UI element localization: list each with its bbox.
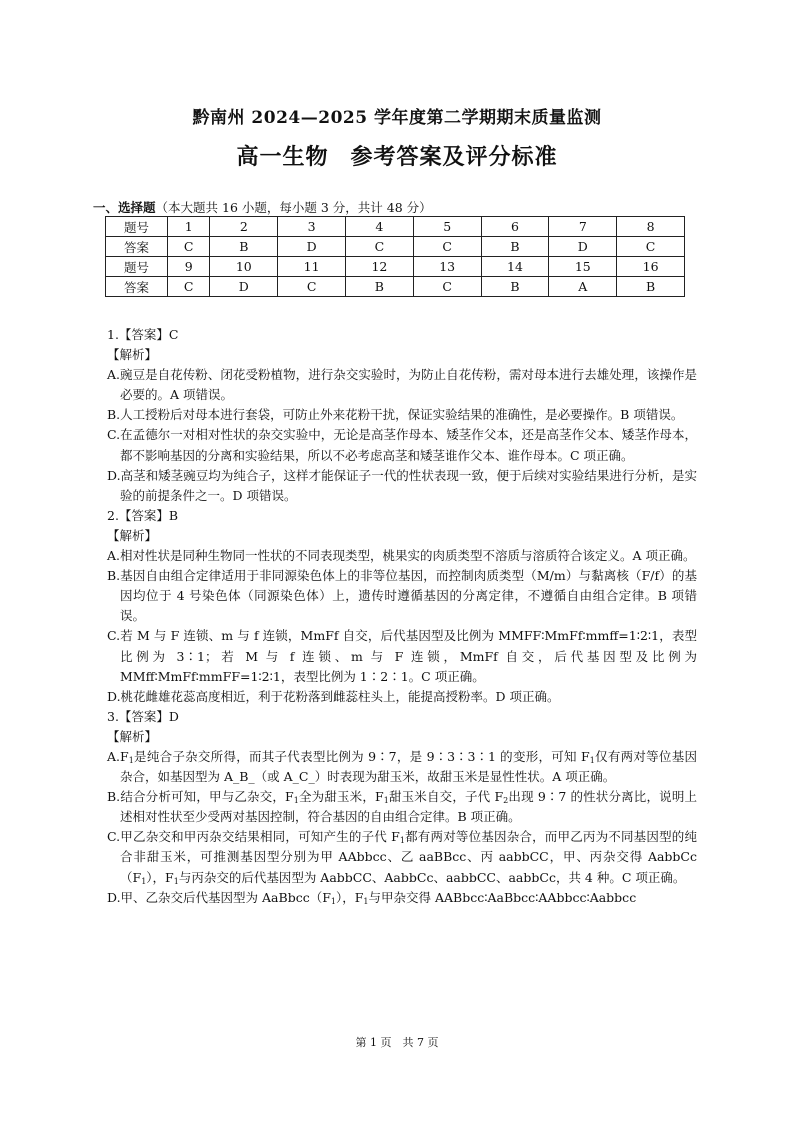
table-cell: D [210, 277, 278, 297]
text-run: 与丙杂交的后代基因型为 AabbCC、AabbCc、aabbCC、aabbCc，共 4 种。C 项正确。 [178, 869, 686, 885]
subscript: 1 [363, 896, 369, 906]
table-cell: 4 [346, 217, 414, 237]
answer-key-label: 参考答案及评分标准 [350, 144, 558, 170]
text-run: 是纯合子杂交所得，而其子代表型比例为 9∶7，是 9∶3∶3∶1 的变形，可知 F [133, 748, 590, 764]
table-cell: 8 [617, 217, 685, 237]
table-row-header: 答案 [106, 277, 168, 297]
text-run: 与甲杂交得 AABbcc∶AaBbcc∶AAbbcc∶Aabbcc [368, 889, 637, 905]
table-cell: C [168, 277, 210, 297]
table-cell: B [617, 277, 685, 297]
table-cell: 16 [617, 257, 685, 277]
table-cell: 11 [278, 257, 346, 277]
table-cell: 14 [481, 257, 549, 277]
table-cell: 3 [278, 217, 346, 237]
q3-option-b [107, 787, 697, 827]
table-cell: 2 [210, 217, 278, 237]
text-run: 全为甜玉米，F [298, 789, 384, 805]
subscript: 1 [173, 876, 179, 886]
table-cell: C [413, 237, 481, 257]
table-cell: B [481, 277, 549, 297]
q1-answer-heading: 1.【答案】C [107, 327, 179, 342]
table-row-header: 题号 [106, 257, 168, 277]
table-cell: D [278, 237, 346, 257]
subscript: 1 [293, 796, 299, 806]
q3-answer-heading: 3.【答案】D [107, 708, 179, 724]
q3-option-c [107, 827, 697, 887]
text-run: C.甲乙杂交和甲丙杂交结果相同，可知产生的子代 F [107, 829, 400, 845]
subscript: 1 [383, 796, 389, 806]
page-footer: 第 1 页 共 7 页 [355, 1036, 439, 1049]
table-cell: C [346, 237, 414, 257]
answer-table [105, 216, 685, 297]
table-cell: 5 [413, 217, 481, 237]
table-row [106, 277, 685, 297]
table-cell: 13 [413, 257, 481, 277]
q2-option-b: B.基因自由组合定律适用于非同源染色体上的非等位基因，而控制肉质类型（M/m）与黏离核（F/f）的基因均位于 4 号染色体（同源染色体）上，遗传时遵循基因的分离定律，不遵循自由组合定律。B 项错误。 [107, 568, 697, 624]
table-cell: 1 [168, 217, 210, 237]
q1-option-b: B.人工授粉后对母本进行套袋，可防止外来花粉干扰，保证实验结果的准确性，是必要操作。B 项错误。 [107, 407, 684, 423]
q1-analysis-label: 【解析】 [107, 347, 158, 363]
table-row [106, 237, 685, 257]
subscript: 1 [399, 836, 405, 846]
q1-option-d: D.高茎和矮茎豌豆均为纯合子，这样才能保证子一代的性状表现一致，便于后续对实验结果进行分析，是实验的前提条件之一。D 项错误。 [107, 467, 697, 503]
text-run: D.甲、乙杂交后代基因型为 AaBbcc（F [107, 889, 331, 905]
q3-option-d [107, 888, 697, 908]
table-cell: B [481, 237, 549, 257]
text-run: A.F [107, 748, 129, 764]
document-subtitle [0, 140, 794, 171]
table-cell: D [549, 237, 617, 257]
text-run: ），F [335, 889, 364, 905]
q2-option-d: D.桃花雌雄花蕊高度相近，利于花粉落到雌蕊柱头上，能提高授粉率。D 项正确。 [107, 688, 560, 704]
text-run: ），F [146, 869, 174, 885]
subject-label: 高一生物 [236, 144, 329, 170]
q2-option-a: A.相对性状是同种生物同一性状的不同表现类型，桃果实的肉质类型不溶质与溶质符合该定义。A 项正确。 [107, 548, 696, 564]
q1-option-c: C.在孟德尔一对相对性状的杂交实验中，无论是高茎作母本、矮茎作父本，还是高茎作父本、矮茎作母本，都不影响基因的分离和实验结果，所以不必考虑高茎和矮茎谁作父本、谁作母本。C 项正确。 [107, 427, 697, 463]
text-run: B.结合分析可知，甲与乙杂交，F [107, 789, 294, 805]
table-cell: C [413, 277, 481, 297]
section-heading [93, 198, 432, 216]
q3-analysis-label: 【解析】 [107, 728, 158, 744]
text-run: 都有两对等位基因杂合，而甲乙丙为不同基因型的纯合非甜玉米，可推测基因型分别为甲 AAbbcc、乙 aaBBcc、丙 aabbCC，甲、丙杂交得 AabbCc（F [120, 829, 697, 885]
table-cell: 7 [549, 217, 617, 237]
table-cell: 15 [549, 257, 617, 277]
subscript: 1 [141, 876, 147, 886]
table-cell: B [210, 237, 278, 257]
table-cell: C [168, 237, 210, 257]
table-cell: 9 [168, 257, 210, 277]
subscript: 1 [128, 755, 134, 765]
section-note: （本大题共 16 小题，每小题 3 分，共计 48 分） [155, 200, 432, 215]
text-run: 仅有两对等位基因杂合，如基因型为 A_B_（或 A_C_）时表现为甜玉米，故甜玉米是显性性状。A 项正确。 [120, 748, 697, 785]
subscript: 1 [330, 896, 336, 906]
table-cell: 10 [210, 257, 278, 277]
table-row [106, 257, 685, 277]
table-cell: A [549, 277, 617, 297]
table-cell: 6 [481, 217, 549, 237]
text-run: 甜玉米自交，子代 F [388, 789, 504, 805]
document-title: 黔南州 2024—2025 学年度第二学期期末质量监测 [192, 108, 602, 128]
text-run: 出现 9∶7 的性状分离比，说明上述相对性状至少受两对基因控制，符合基因的自由组合定律。B 项正确。 [120, 789, 697, 825]
table-row-header: 答案 [106, 237, 168, 257]
table-cell: 12 [346, 257, 414, 277]
subscript: 1 [589, 755, 595, 765]
subscript: 2 [503, 796, 509, 806]
section-label: 一、选择题 [93, 200, 156, 215]
answer-explanations [107, 325, 697, 908]
q3-option-a [107, 747, 697, 787]
table-cell: C [278, 277, 346, 297]
table-row [106, 217, 685, 237]
table-cell: C [617, 237, 685, 257]
table-row-header: 题号 [106, 217, 168, 237]
q2-option-c: C.若 M 与 F 连锁、m 与 f 连锁，MmFf 自交，后代基因型及比例为 MMFF∶MmFf∶mmff=1∶2∶1，表型比例为 3∶1；若 M 与 f 连锁、m 与 F 连锁，MmFf 自交，后代基因型及比例为 MMff∶MmFf∶mmFF=1∶2∶1，表型比例为 1∶2∶1。C 项正确。 [107, 628, 697, 684]
q1-option-a: A.豌豆是自花传粉、闭花受粉植物，进行杂交实验时，为防止自花传粉，需对母本进行去雄处理，该操作是必要的。A 项错误。 [107, 367, 697, 403]
q2-analysis-label: 【解析】 [107, 527, 158, 543]
q2-answer-heading: 2.【答案】B [107, 507, 179, 523]
table-cell: B [346, 277, 414, 297]
